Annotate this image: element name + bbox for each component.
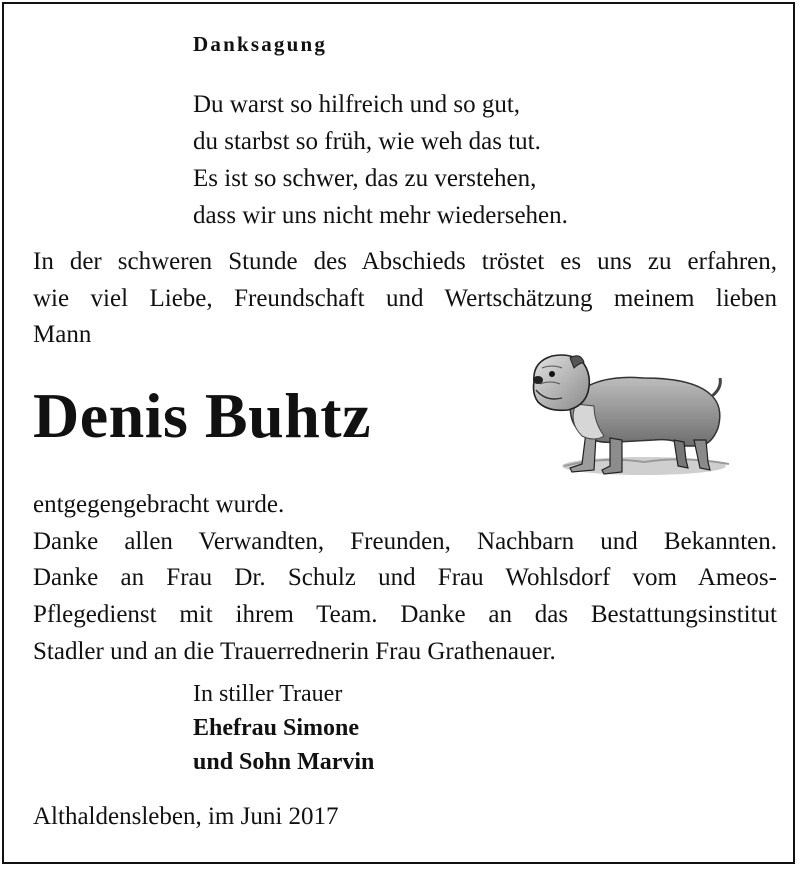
poem-line: dass wir uns nicht mehr wiedersehen. <box>193 202 568 229</box>
deceased-name: Denis Buhtz <box>33 380 371 451</box>
poem-line: Es ist so schwer, das zu verstehen, <box>193 165 537 192</box>
signoff-intro: In stiller Trauer <box>193 681 343 707</box>
thanks-line: Danke allen Verwandten, Freunden, Nachbarn und Bekannten. <box>33 527 777 555</box>
poem-line: Du warst so hilfreich und so gut, <box>193 91 521 118</box>
poem <box>193 86 568 234</box>
signoff-wife: Ehefrau Simone <box>193 715 360 741</box>
notice-heading: Danksagung <box>193 32 328 56</box>
thanks-line: entgegengebracht wurde. <box>33 491 285 518</box>
signoff <box>193 677 374 779</box>
intro-line: In der schweren Stunde des Abschieds tröstet es uns zu erfahren, <box>33 248 777 275</box>
thanks-line: Stadler und an die Trauerrednerin Frau Grathenauer. <box>33 637 556 665</box>
bulldog-illustration-icon <box>524 348 734 488</box>
intro-paragraph <box>33 244 777 354</box>
poem-line: du starbst so früh, wie weh das tut. <box>193 128 541 155</box>
intro-line: wie viel Liebe, Freundschaft und Wertschätzung meinem lieben <box>33 284 777 312</box>
thanks-paragraph <box>33 487 777 671</box>
thanks-line: Pflegedienst mit ihrem Team. Danke an das Bestattungsinstitut <box>33 601 777 629</box>
signoff-son: und Sohn Marvin <box>193 749 375 775</box>
thanks-line: Danke an Frau Dr. Schulz und Frau Wohlsdorf vom Ameos- <box>33 564 777 592</box>
intro-line: Mann <box>33 321 92 349</box>
place-date: Althaldensleben, im Juni 2017 <box>33 803 339 830</box>
